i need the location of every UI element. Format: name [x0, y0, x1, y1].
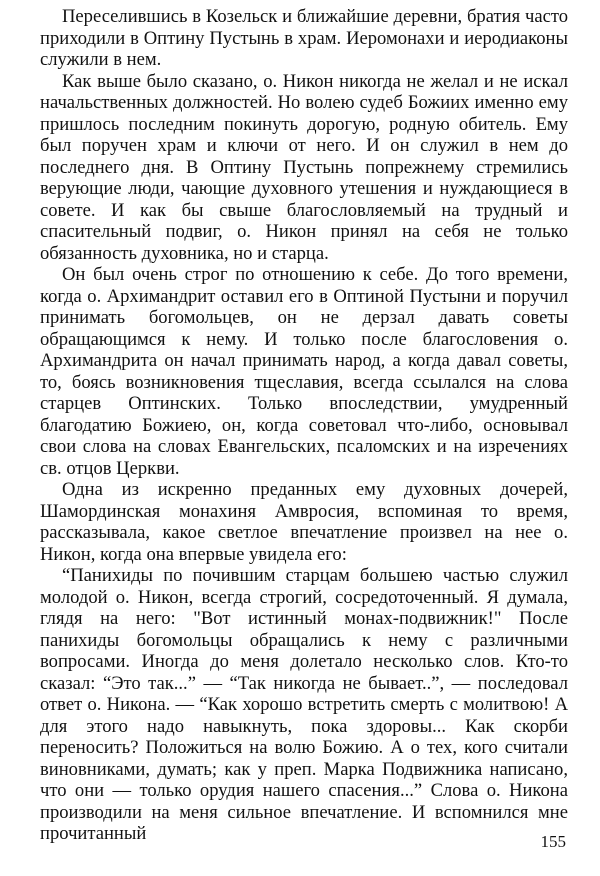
paragraph-2: Как выше было сказано, о. Никон никогда не желал и не искал начальственных должностей. Но волею судеб Божиих именно ему пришлось последним покинуть дорогую, родную обитель. Ему был поручен храм и ключи от него. И он служил в нем до последнего дня. В Оптину Пустынь попрежнему стремились верующие люди, чающие духовного утешения и нуждающиеся в совете. И как бы свыше благословляемый на трудный и спасительный подвиг, о. Никон принял на себя не только обязанность духовника, но и старца. [40, 70, 568, 264]
paragraph-3: Он был очень строг по отношению к себе. До того времени, когда о. Архимандрит оставил его в Оптиной Пустыни и поручил принимать богомольцев, он не дерзал давать советы обращающимся к нему. И только после благословения о. Архимандрита он начал принимать народ, а когда давал советы, то, боясь возникновения тщеславия, всегда ссылался на слова старцев Оптинских. Только впоследствии, умудренный благодатию Божиею, он, когда советовал что-либо, основывал свои слова на словах Евангельских, псаломских и на изречениях св. отцов Церкви. [40, 264, 568, 479]
paragraph-4: Одна из искренно преданных ему духовных дочерей, Шамординская монахиня Амвросия, вспоминая то время, рассказывала, какое светлое впечатление произвел на нее о. Никон, когда она впервые увидела его: [40, 479, 568, 565]
body-text [40, 6, 568, 845]
paragraph-5: “Панихиды по почившим старцам большею частью служил молодой о. Никон, всегда строгий, сосредоточенный. Я думала, глядя на него: "Вот истинный монах-подвижник!" После панихиды богомольцы обращались к нему с различными вопросами. Иногда до меня долетало несколько слов. Кто-то сказал: “Это так...” — “Так никогда не бывает..”, — последовал ответ о. Никона. — “Как хорошо встретить смерть с молитвою! А для этого надо навыкнуть, пока здоровы... Как скорби переносить? Положиться на волю Божию. А о тех, кого считали виновниками, думать; как у преп. Марка Подвижника написано, что они — только орудия нашего спасения...” Слова о. Никона производили на меня сильное впечатление. И вспомнился мне прочитанный [40, 565, 568, 844]
paragraph-1: Переселившись в Козельск и ближайшие деревни, братия часто приходили в Оптину Пустынь в храм. Иеромонахи и иеродиаконы служили в нем. [40, 6, 568, 70]
page-number: 155 [540, 832, 566, 851]
